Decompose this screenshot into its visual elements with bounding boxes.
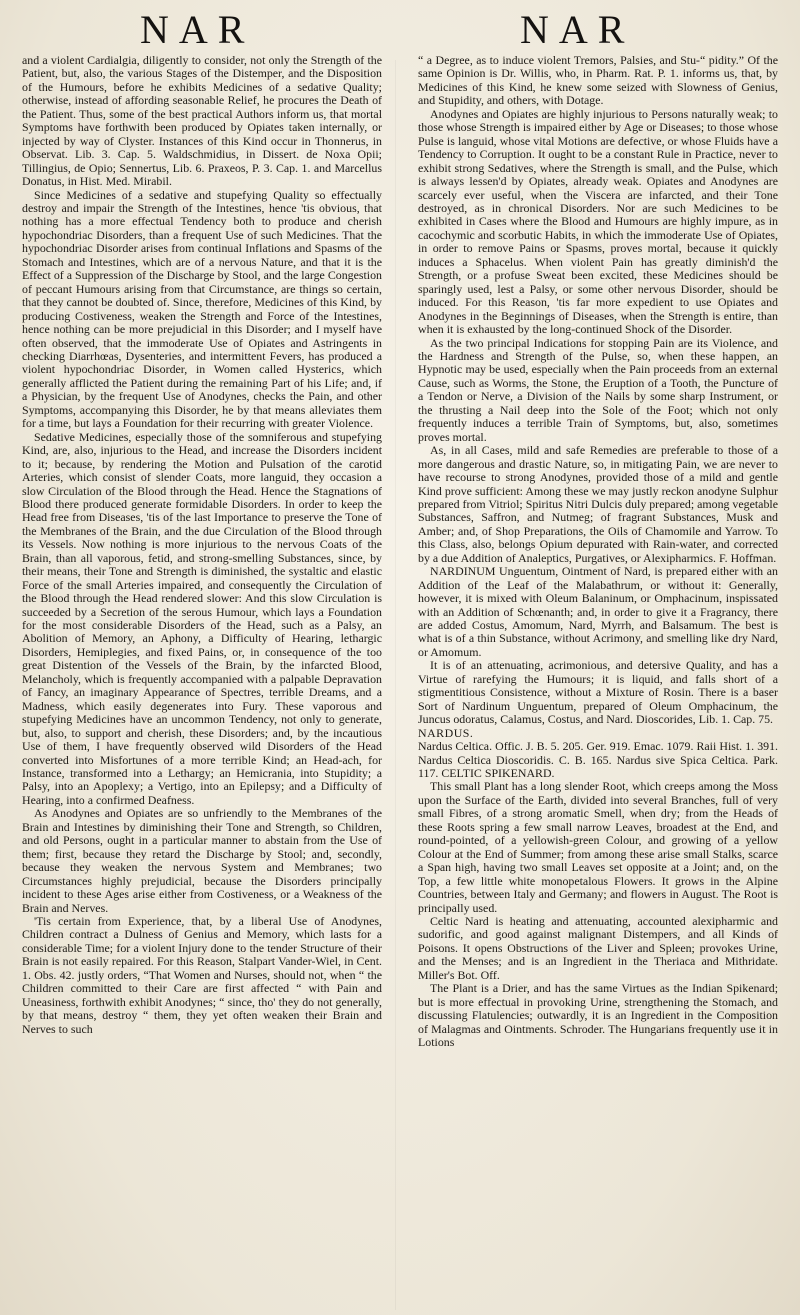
paragraph: Sedative Medicines, especially those of the somniferous and stupefying Kind, are, also, injurious to the Head, and increase the Disorders incident to it; because, by rendering the Motion and Pulsation of the carotid Arteries, which consist of slender Coats, more languid, they occasion a slow Circulation of the Blood through the Head. Hence the Stagnations of Blood there produced generate formidable Disorders. In order to keep the Head free from Diseases, 'tis of the last Importance to preserve the Tone of the Membranes of the Brain, and the due Circulation of the Blood through its Vessels. Now nothing is more injurious to the nervous Coats of the Brain, than all vaporous, fetid, and strong-smelling Substances, since, by their means, their Tone and Strength is diminished, the systaltic and elastic Force of the small Arteries impaired, and consequently the Circulation of the Blood through the Head rendered slower: And this slow Circulation is succeeded by a Secretion of the serous Humour, which lays a Foundation for the most considerable Disorders of the Head, such as a Palsy, an Abolition of Memory, an Aphony, a Difficulty of Hearing, lethargic Disorders, Hemiplegies, and fixed Pains, or, in consequence of the too great Distention of the Vessels of the Brain, by the infarcted Blood, Melancholy, which is frequently accompanied with a palpable Depravation of Fancy, an imaginary Appearance of Spectres, terrible Dreams, and a Madness, which easily degenerates into Fury. These vaporous and stupefying Medicines have an uncommon Tendency, not only to generate, but, also, to support and cherish, these Disorders; and, by the incautious Use of them, I have frequently observed wild Disorders of the Head converted into Misfortunes of a more terrible Kind; an Head-ach, for Instance, transformed into a Lethargy; an Hemicrania, into Stupidity; a Palsy, into an Apoplexy; a Vertigo, into an Epilepsy; and a Difficulty of Hearing, into a confirmed Deafness. <box>22 429 382 807</box>
paragraph: This small Plant has a long slender Root, which creeps among the Moss upon the Surface of the Earth, divided into several Branches, full of very small Fibres, of a strong aromatic Smell, when dry; from the Heads of these Roots spring a few small narrow Leaves, broadest at the End, and round-pointed, of a yellowish-green Colour, and growing of a yellow Colour at the End of Summer; from among these arise small Stalks, scarce a Span high, having two small Leaves set opposite at a Joint; and, on the Top, a few little white monopetalous Flowers. It grows in the Alpine Countries, between Italy and Germany; and flowers in August. The Root is principally used. <box>418 779 778 915</box>
paragraph: As, in all Cases, mild and safe Remedies are preferable to those of a more dangerous and drastic Nature, so, in mitigating Pain, we are never to have recourse to strong Anodynes, provided those of a mild and gentle Kind prove sufficient: Among these we may justly reckon anodyne Sulphur prepared from Vitriol; Spiritus Nitri Dulcis duly prepared; among vegetable Substances, Saffron, and Nutmeg; of fragrant Substances, Musk and Amber; and, of Shop Preparations, the Oils of Chamomile and Yarrow. To this Class, also, belongs Opium depurated with Rain-water, and corrected by a due Addition of Analeptics, Purgatives, or Alexipharmics. F. Hoffman. <box>418 443 778 565</box>
running-head-left: NAR <box>140 7 255 52</box>
gutter <box>395 60 396 1310</box>
paragraph: “ a Degree, as to induce violent Tremors, Palsies, and Stu-“ pidity.” Of the same Opinion is Dr. Willis, who, in Pharm. Rat. P. 1. informs us, that, by Medicines of this Kind, he knew some seized with Slowness of Genius, and Stupidity, and others, with Dotage. <box>418 53 778 108</box>
left-column <box>22 54 382 1036</box>
entry-synonyms: Nardus Celtica. Offic. J. B. 5. 205. Ger. 919. Emac. 1079. Raii Hist. 1. 391. Nardus Celtica Dioscoridis. C. B. 165. Nardus sive Spica Celtica. Park. 117. CELTIC SPIKENARD. <box>418 739 778 781</box>
running-head-right: NAR <box>520 7 635 52</box>
paragraph: Celtic Nard is heating and attenuating, accounted alexipharmic and sudorific, and good against malignant Distempers, and all Kinds of Poisons. It opens Obstructions of the Liver and Spleen; provokes Urine, and the Menses; and is an Ingredient in the Theriaca and Mithridate. Miller's Bot. Off. <box>418 914 778 982</box>
paragraph: It is of an attenuating, acrimonious, and detersive Quality, and has a Virtue of rarefying the Humours; it is liquid, and falls short of a stigmentitious Consistence, without a Mixture of Rosin. There is a baser Sort of Nardinum Unguentum, prepared of Oleum Omphacinum, the Juncus odoratus, Calamus, Costus, and Nard. Dioscorides, Lib. 1. Cap. 75. <box>418 658 778 727</box>
paragraph: The Plant is a Drier, and has the same Virtues as the Indian Spikenard; but is more effectual in provoking Urine, strengthening the Stomach, and discussing Flatulencies; outwardly, it is an Ingredient in the Composition of Malagmas and Ointments. Schroder. The Hungarians frequently use it in Lotions <box>418 981 778 1050</box>
entry-heading-nardus: NARDUS. <box>418 725 474 740</box>
paragraph: Anodynes and Opiates are highly injurious to Persons naturally weak; to those whose Strength is impaired either by Age or Diseases; to those whose Pulse is languid, whose vital Motions are defective, or whose Fluids have a Tendency to Corruption. It ought to be a constant Rule in Practice, never to exhibit strong Sedatives, where the Strength is small, and the Pulse, which is always lessen'd by Opiates, already weak. Opiates and Anodynes are scarcely ever useful, when the Viscera are infarcted, and their Tone destroyed, as in chronical Disorders. Nor are such Medicines to be exhibited in Cases where the Blood and Humours are highly impure, as in cacochymic and scorbutic Habits, in which the immoderate Use of Opiates, in order to remove Pains or Spasms, proves mortal, because it quickly induces a Sphacelus. When violent Pain has greatly diminish'd the Strength, or a profuse Sweat been excited, these Medicines should be sparingly used, lest a Palsy, or some other nervous Disorder, should be induced. For this Reason, 'tis far more expedient to use Opiates and Anodynes in the Beginnings of Diseases, when the Strength is entire, than when it is exhausted by the long-continued Shock of the Disorder. <box>418 106 778 337</box>
entry-nardinum: NARDINUM Unguentum, Ointment of Nard, is prepared either with an Addition of the Leaf of the Malabathrum, or without it: Generally, however, it is mixed with Oleum Balaninum, or Omphacinum, inspissated with an Addition of Schœnanth; and, in order to give it a Fragrancy, there are added Costus, Amomum, Nard, Myrrh, and Balsamum. The best is what is of a thin Substance, without Acrimony, and smelling like dry Nard, or Amomum. <box>418 564 778 659</box>
paragraph: 'Tis certain from Experience, that, by a liberal Use of Anodynes, Children contract a Dulness of Genius and Memory, which lasts for a considerable Time; for a violent Injury done to the tender Structure of their Brain is not easily repaired. For this Reason, Stalpart Vander-Wiel, in Cent. 1. Obs. 42. justly orders, “That Women and Nurses, should not, when “ the Children committed to their Care are first affected “ with Pain and Uneasiness, forthwith exhibit Anodynes; “ since, tho' they do not generally, by that means, destroy “ them, they yet often weaken their Brain and Nerves to such <box>22 914 382 1036</box>
paragraph: Since Medicines of a sedative and stupefying Quality so effectually destroy and impair the Strength of the Intestines, hence 'tis obvious, that nothing has a more effectual Tendency both to produce and cherish hypochondriac Disorders, than a frequent Use of such Medicines. That the hypochondriac Disorder arises from continual Inflations and Spasms of the Stomach and Intestines, which are of a nervous Nature, and that it is the Effect of a Suppression of the Discharge by Stool, and the large Congestion of peccant Humours arising from that Circumstance, are things so certain, that they cannot be doubted of. Since, therefore, Medicines of this Kind, by producing Costiveness, weaken the Strength and Force of the Intestines, hence nothing can be more prejudicial in this Disorder; and I myself have often observed, that the immoderate Use of Opiates and Astringents in checking Diarrhœas, Dysenteries, and intermittent Fevers, has produced a violent hypochondriac Disorder, in Women called Hysterics, which generally afflicted the Patient during the remaining Part of his Life; and, if a Physician, by the frequent Use of Anodynes, checks the Pain, and other Symptoms, accompanying this Disorder, he by that means alleviates them for a time, but lays a Foundation for their recurring with greater Violence. <box>22 187 382 431</box>
paragraph: As Anodynes and Opiates are so unfriendly to the Membranes of the Brain and Intestines by diminishing their Tone and Strength, so Children, and old Persons, ought in a particular manner to abstain from the Use of them; first, because they retard the Discharge by Stool; and, secondly, because they weaken the nervous System and Membranes; two Circumstances highly prejudicial, because the Disorders principally incident to these Ages arise either from Costiveness, or a Weakness of the Brain and Nerves. <box>22 806 382 915</box>
right-column <box>418 54 778 1050</box>
paragraph: and a violent Cardialgia, diligently to consider, not only the Strength of the Patient, but, also, the various Stages of the Distemper, and the Disposition of the Humours, before he exhibits Medicines of a sedative Quality; otherwise, instead of affording seasonable Relief, he procures the Death of the Patient. Thus, some of the best practical Authors inform us, that mortal Symptoms have forthwith been produced by Opiates taken internally, or injected by way of Clyster. Instances of this Kind occur in Thonnerus, in Observat. Lib. 3. Cap. 5. Waldschmidius, in Dissert. de Noxa Opii; Tillingius, de Opio; Sennertus, Lib. 6. Praxeos, P. 3. Cap. 1. and Marcellus Donatus, in Hist. Med. Mirabil. <box>22 53 382 189</box>
paragraph: As the two principal Indications for stopping Pain are its Violence, and the Hardness and Strength of the Pulse, so, when these happen, an Hypnotic may be used, especially when the Pain proceeds from an external Cause, such as Worms, the Stone, the Eruption of a Tooth, the Puncture of a Tendon or Nerve, a Division of the Nails by some sharp Instrument, or the thrusting a Nail deep into the Sole of the Foot; which not only frequently induces a terrible Train of Symptoms, but, also, sometimes proves mortal. <box>418 335 778 444</box>
